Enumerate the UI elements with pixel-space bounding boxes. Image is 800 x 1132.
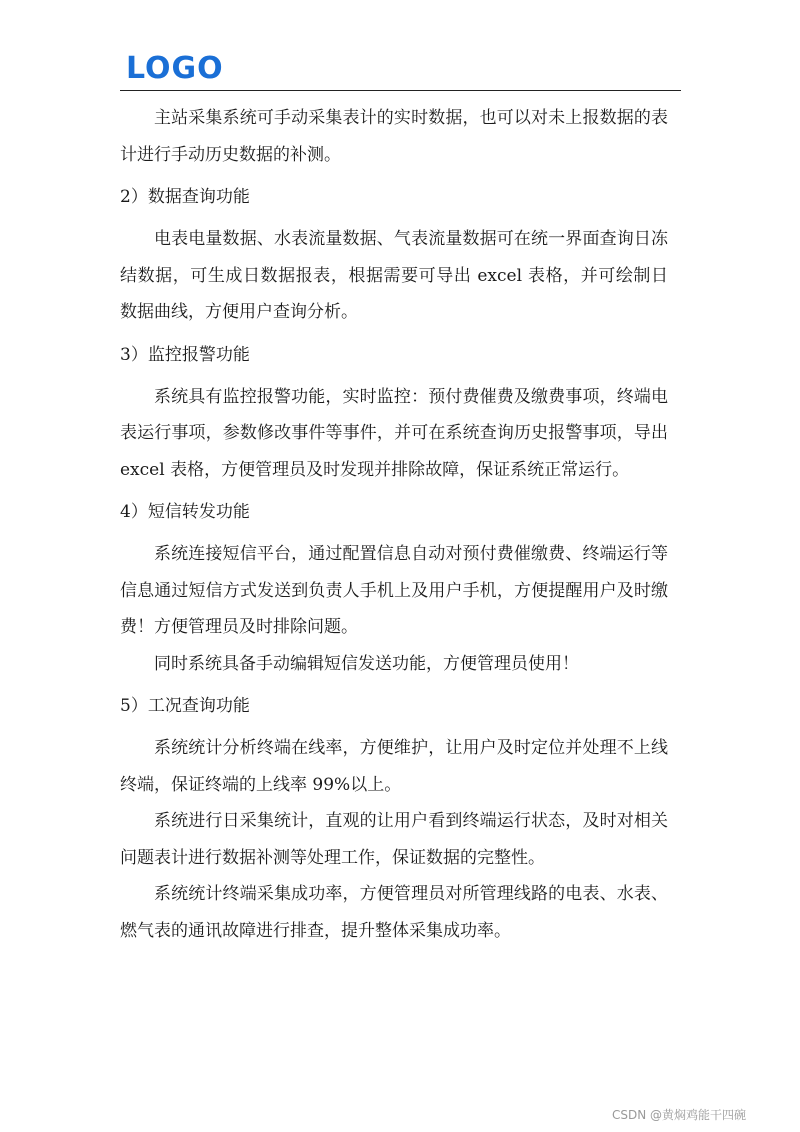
paragraph: 系统统计分析终端在线率，方便维护，让用户及时定位并处理不上线终端，保证终端的上线率 99%以上。 xyxy=(120,738,668,795)
paragraph: 系统进行日采集统计，直观的让用户看到终端运行状态，及时对相关问题表计进行数据补测等处理工作，保证数据的完整性。 xyxy=(120,811,668,868)
section-heading-data-query: 2）数据查询功能 xyxy=(120,187,250,207)
watermark: CSDN @黄焖鸡能干四碗 xyxy=(612,1108,747,1122)
section-heading-monitoring-alarm: 3）监控报警功能 xyxy=(120,344,250,365)
paragraph: 系统具有监控报警功能，实时监控：预付费催费及缴费事项，终端电表运行事项，参数修改事件等事件，并可在系统查询历史报警事项，导出 excel 表格，方便管理员及时发现并排除故障，保证系统正常运行。 xyxy=(120,386,668,480)
intro-paragraph: 主站采集系统可手动采集表计的实时数据，也可以对未上报数据的表计进行手动历史数据的补测。 xyxy=(120,108,668,165)
header-divider xyxy=(120,90,681,91)
paragraph: 系统连接短信平台，通过配置信息自动对预付费催缴费、终端运行等信息通过短信方式发送到负责人手机上及用户手机，方便提醒用户及时缴费！方便管理员及时排除问题。 xyxy=(120,544,668,637)
logo: LOGO xyxy=(126,51,224,86)
paragraph: 系统统计终端采集成功率，方便管理员对所管理线路的电表、水表、燃气表的通讯故障进行排查，提升整体采集成功率。 xyxy=(120,884,668,941)
paragraph: 同时系统具备手动编辑短信发送功能，方便管理员使用！ xyxy=(154,653,579,674)
document-body xyxy=(120,100,668,949)
paragraph: 电表电量数据、水表流量数据、气表流量数据可在统一界面查询日冻结数据，可生成日数据报表，根据需要可导出 excel 表格，并可绘制日数据曲线，方便用户查询分析。 xyxy=(120,229,668,322)
section-heading-status-query: 5）工况查询功能 xyxy=(120,696,250,716)
section-heading-sms-forwarding: 4）短信转发功能 xyxy=(120,502,250,522)
